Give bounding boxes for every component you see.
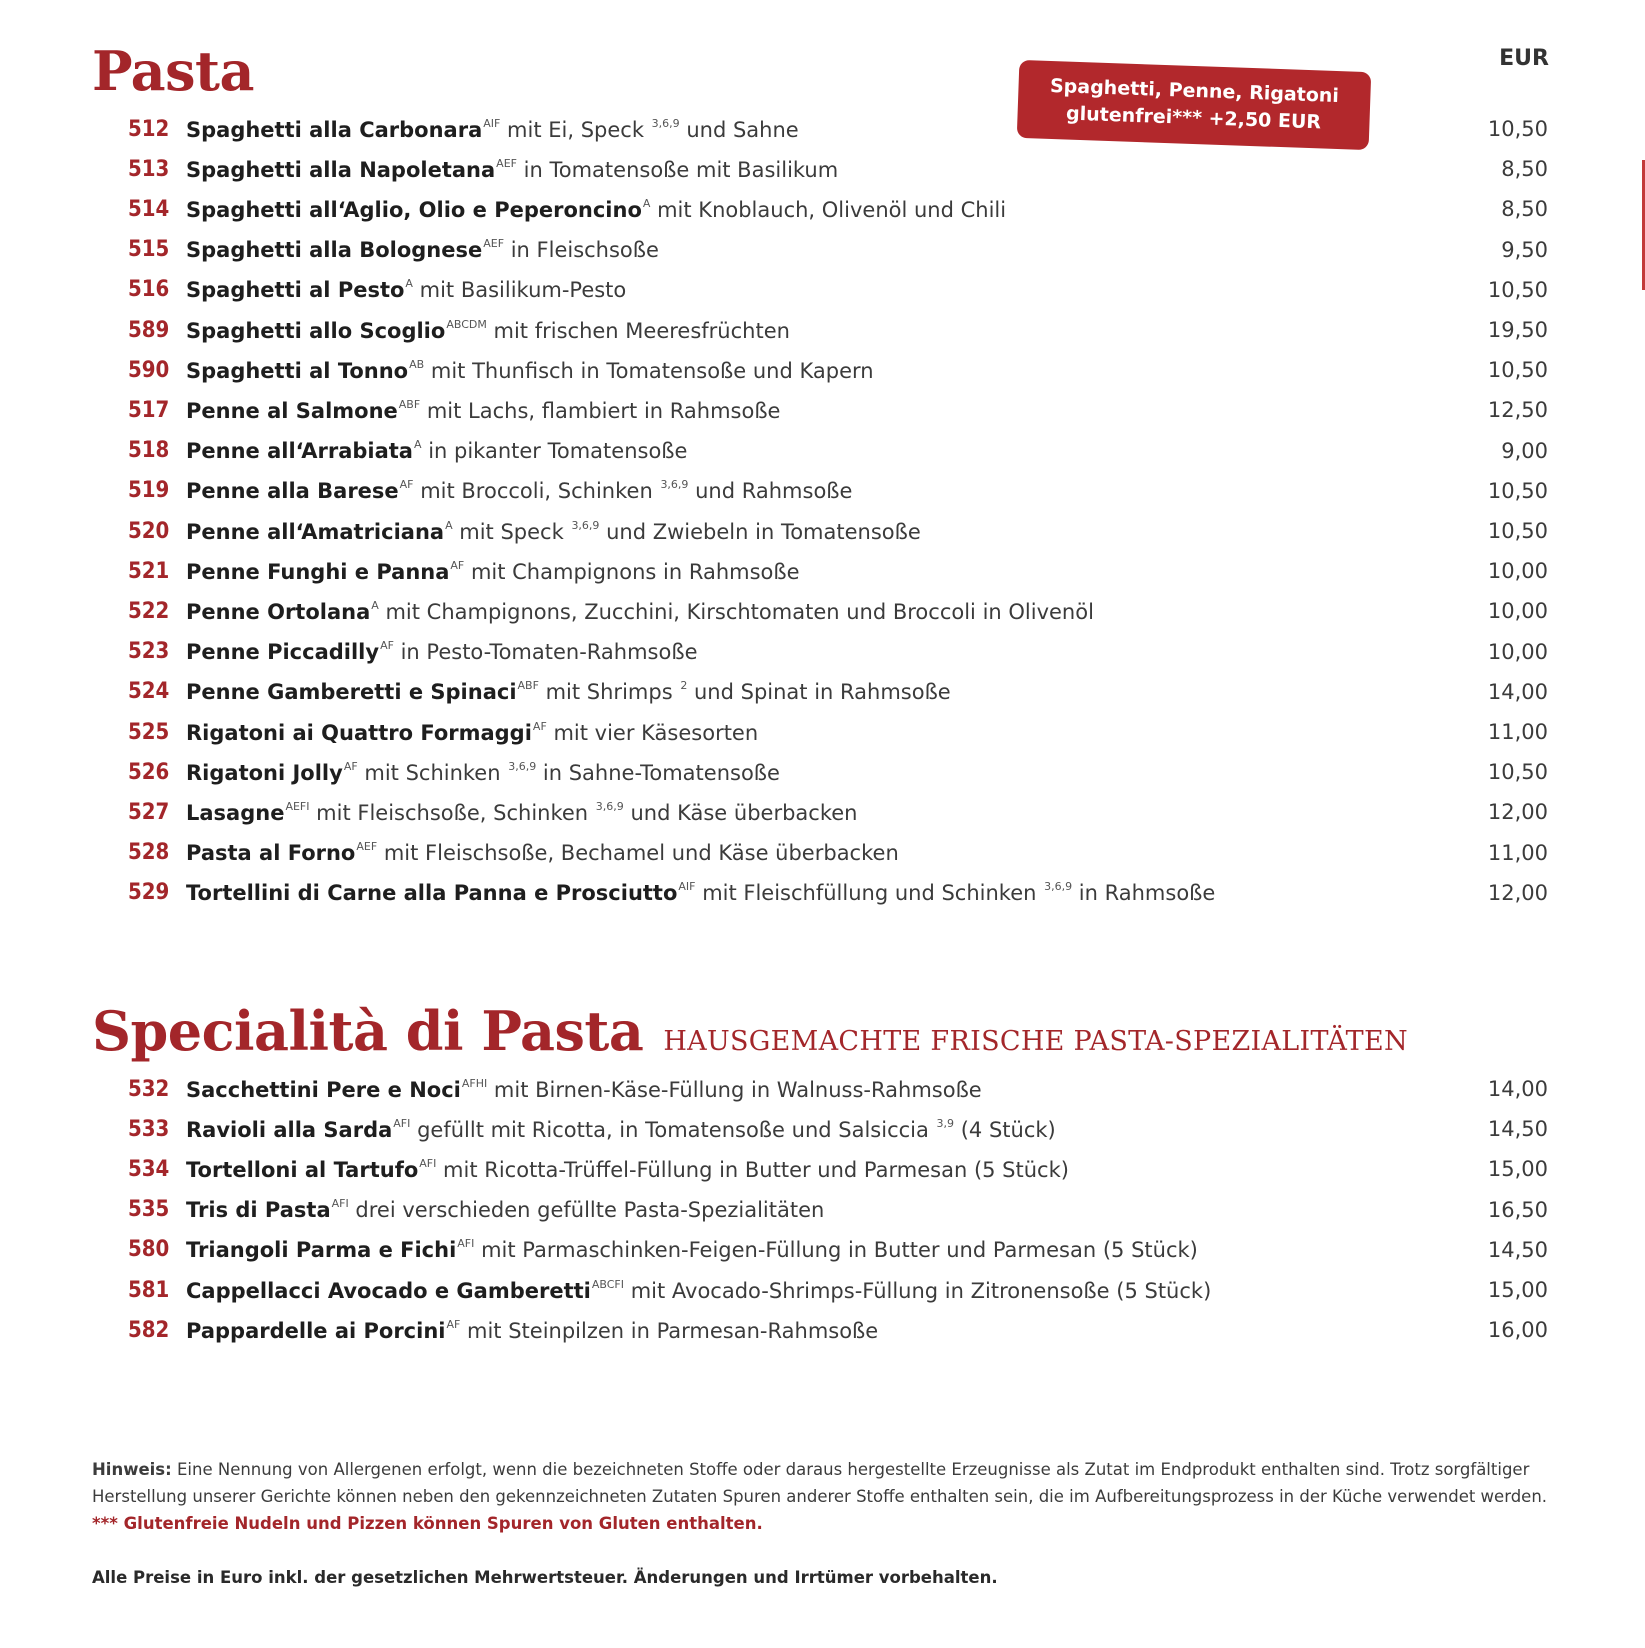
item-name: Cappellacci Avocado e Gamberetti — [186, 1278, 591, 1303]
item-description: mit Birnen-Käse-Füllung in Walnuss-Rahmsoße — [487, 1077, 982, 1102]
menu-item — [0, 873, 1645, 913]
item-description: mit Ricotta-Trüffel-Füllung in Butter und Parmesan (5 Stück) — [436, 1157, 1069, 1182]
item-price: 14,00 — [1487, 679, 1548, 704]
item-description: in pikanter Tomatensoße — [421, 439, 688, 464]
item-name: Pappardelle ai Porcini — [186, 1318, 446, 1343]
additive-codes: 3,6,9 — [571, 518, 600, 532]
item-name: Spaghetti alla Napoletana — [186, 157, 496, 182]
item-description: in Rahmsoße — [1072, 881, 1216, 906]
allergen-codes: AFI — [419, 1156, 437, 1170]
menu-item — [0, 230, 1645, 270]
item-name: Penne Ortolana — [186, 599, 371, 624]
allergen-codes: A — [413, 438, 422, 452]
item-name: Lasagne — [186, 800, 285, 825]
item-price: 14,50 — [1487, 1237, 1548, 1262]
item-description-line — [186, 559, 800, 584]
item-price: 10,50 — [1487, 519, 1548, 543]
item-name: Tortelloni al Tartufo — [186, 1157, 419, 1182]
item-description: mit frischen Meeresfrüchten — [486, 318, 790, 343]
item-description-line — [186, 840, 899, 865]
item-description-line — [186, 358, 874, 383]
menu-item — [0, 1109, 1645, 1149]
additive-codes: 2 — [680, 679, 688, 693]
allergen-codes: AFI — [457, 1237, 475, 1251]
item-description: (4 Stück) — [954, 1117, 1056, 1142]
item-name: Spaghetti allo Scoglio — [186, 318, 446, 343]
item-description-line — [186, 639, 698, 664]
item-description-line — [186, 1278, 1211, 1303]
item-description-line — [186, 800, 857, 825]
allergen-codes: AF — [450, 558, 465, 572]
allergen-codes: AEF — [356, 840, 378, 854]
item-description-line — [186, 1117, 1056, 1142]
item-description: mit Knoblauch, Olivenöl und Chili — [650, 197, 1007, 222]
item-price: 19,50 — [1487, 318, 1548, 342]
item-price: 10,00 — [1487, 559, 1548, 584]
item-price: 9,50 — [1501, 237, 1548, 262]
item-description-line — [186, 1157, 1069, 1182]
item-number: 515 — [128, 237, 170, 263]
item-description-line — [186, 478, 852, 503]
item-price: 11,00 — [1487, 840, 1548, 865]
item-number: 527 — [128, 799, 170, 825]
menu-item — [0, 310, 1645, 350]
item-name: Spaghetti alla Bolognese — [186, 238, 483, 263]
item-name: Tris di Pasta — [186, 1198, 331, 1223]
menu-item — [0, 1230, 1645, 1270]
allergen-codes: AF — [343, 759, 358, 773]
item-number: 521 — [128, 558, 170, 584]
item-description-line — [186, 398, 780, 423]
item-description: mit Steinpilzen in Parmesan-Rahmsoße — [460, 1318, 879, 1343]
menu-item — [0, 752, 1645, 792]
item-price: 10,50 — [1487, 478, 1548, 503]
menu-item — [0, 1190, 1645, 1230]
item-name: Ravioli alla Sarda — [186, 1117, 393, 1142]
item-number: 590 — [128, 357, 170, 383]
allergen-codes: AEF — [496, 156, 517, 170]
item-description: mit Fleischsoße, Schinken — [309, 800, 595, 825]
item-price: 12,50 — [1487, 398, 1548, 423]
item-description: mit Speck — [452, 519, 571, 544]
price-disclaimer: Alle Preise in Euro inkl. der gesetzlichen Mehrwertsteuer. Änderungen und Irrtümer vorbehalten. — [92, 1568, 998, 1587]
allergen-codes: AF — [446, 1317, 461, 1331]
item-number: 520 — [128, 518, 170, 544]
item-name: Pasta al Forno — [186, 841, 356, 866]
allergen-codes: A — [445, 518, 453, 532]
item-description: in Tomatensoße mit Basilikum — [516, 157, 839, 182]
menu-item — [0, 672, 1645, 712]
item-name: Tortellini di Carne alla Panna e Prosciutto — [186, 881, 678, 906]
allergen-codes: ABF — [398, 397, 421, 411]
item-price: 9,00 — [1501, 438, 1548, 463]
item-description: und Spinat in Rahmsoße — [687, 680, 951, 705]
item-description: und Zwiebeln in Tomatensoße — [599, 519, 921, 544]
item-number: 528 — [128, 840, 170, 866]
item-description: mit Champignons in Rahmsoße — [464, 559, 800, 584]
additive-codes: 3,6,9 — [595, 799, 624, 813]
item-description-line — [186, 880, 1215, 905]
item-price: 15,00 — [1487, 1278, 1548, 1302]
allergen-codes: ABCDM — [446, 317, 487, 331]
item-name: Penne Piccadilly — [186, 640, 380, 665]
allergen-codes: ABF — [517, 679, 539, 693]
gluten-note: *** Glutenfreie Nudeln und Pizzen können Spuren von Gluten enthalten. — [92, 1514, 763, 1533]
allergen-notes — [92, 1456, 1572, 1537]
item-number: 524 — [128, 679, 170, 705]
item-number: 513 — [128, 156, 170, 182]
item-price: 15,00 — [1487, 1157, 1548, 1182]
allergen-codes: AFI — [393, 1116, 411, 1130]
item-name: Penne all‘Arrabiata — [186, 439, 413, 464]
item-description: und Käse überbacken — [623, 800, 858, 825]
badge-line-1: Spaghetti, Penne, Rigatoni — [1049, 74, 1340, 108]
item-name: Penne Gamberetti e Spinaci — [186, 680, 517, 705]
item-price: 8,50 — [1501, 197, 1548, 222]
item-number: 535 — [128, 1197, 170, 1223]
item-description: in Fleischsoße — [504, 238, 659, 263]
allergen-codes: AIF — [678, 880, 696, 894]
item-name: Spaghetti al Pesto — [186, 278, 405, 303]
additive-codes: 3,6,9 — [508, 759, 537, 773]
item-number: 523 — [128, 639, 170, 665]
menu-item — [0, 270, 1645, 310]
item-price: 10,00 — [1487, 639, 1548, 664]
menu-item — [0, 1069, 1645, 1109]
item-name: Spaghetti alla Carbonara — [186, 117, 483, 142]
menu-item — [0, 712, 1645, 752]
item-description: mit Broccoli, Schinken — [413, 479, 660, 504]
item-price: 8,50 — [1501, 157, 1548, 182]
menu-item — [0, 632, 1645, 672]
item-number: 529 — [128, 880, 170, 906]
menu-item — [0, 792, 1645, 832]
note-label: Hinweis: — [92, 1460, 172, 1479]
item-description-line — [186, 1197, 824, 1222]
specialita-subtitle: HAUSGEMACHTE FRISCHE PASTA-SPEZIALITÄTEN — [663, 1026, 1408, 1057]
item-name: Spaghetti al Tonno — [186, 358, 409, 383]
allergen-codes: A — [371, 598, 379, 612]
item-description: mit Avocado-Shrimps-Füllung in Zitronensoße (5 Stück) — [624, 1278, 1212, 1303]
item-description-line — [186, 1237, 1198, 1262]
allergen-codes: AB — [409, 357, 425, 371]
item-description: mit Ei, Speck — [500, 117, 651, 142]
item-description: drei verschieden gefüllte Pasta-Spezialitäten — [348, 1198, 825, 1223]
item-price: 10,00 — [1487, 599, 1548, 624]
item-price: 10,50 — [1487, 277, 1548, 302]
item-description: mit Schinken — [357, 760, 508, 785]
menu-item — [0, 551, 1645, 591]
item-description-line — [186, 720, 758, 745]
additive-codes: 3,6,9 — [660, 478, 689, 492]
item-price: 12,00 — [1487, 800, 1548, 825]
item-description-line — [186, 438, 687, 463]
item-number: 582 — [128, 1317, 170, 1343]
item-price: 10,50 — [1487, 358, 1548, 383]
item-name: Rigatoni Jolly — [186, 760, 343, 785]
allergen-codes: AEF — [483, 237, 505, 251]
item-description-line — [186, 157, 838, 182]
item-name: Sacchettini Pere e Noci — [186, 1077, 461, 1102]
menu-item — [0, 189, 1645, 229]
item-description: mit Thunfisch in Tomatensoße und Kapern — [424, 358, 874, 383]
item-number: 589 — [128, 317, 170, 343]
item-description-line — [186, 519, 921, 544]
item-number: 516 — [128, 277, 170, 303]
item-number: 519 — [128, 478, 170, 504]
item-description: mit Lachs, flambiert in Rahmsoße — [420, 398, 781, 423]
allergen-codes: A — [642, 196, 651, 210]
item-description: mit Champignons, Zucchini, Kirschtomaten und Broccoli in Olivenöl — [378, 599, 1094, 624]
menu-item — [0, 833, 1645, 873]
item-description-line — [186, 197, 1006, 222]
item-price: 16,00 — [1487, 1318, 1548, 1343]
additive-codes: 3,6,9 — [651, 116, 680, 130]
menu-item — [0, 471, 1645, 511]
item-description: mit Fleischfüllung und Schinken — [695, 881, 1044, 906]
item-price: 12,00 — [1487, 880, 1548, 905]
allergen-codes: AFI — [331, 1197, 349, 1211]
allergen-codes: ABCFI — [591, 1277, 625, 1291]
item-description: mit Fleischsoße, Bechamel und Käse überbacken — [377, 841, 899, 866]
item-description: und Sahne — [679, 117, 799, 142]
item-number: 533 — [128, 1116, 170, 1142]
menu-item — [0, 511, 1645, 551]
note-text: Eine Nennung von Allergenen erfolgt, wenn die bezeichneten Stoffe oder daraus hergestellte Erzeugnisse als Zutat im Endprodukt enthalten sind. Trotz sorgfältiger Herstellung unserer Gerichte können neben den gekennzeichneten Zutaten Spuren anderer Stoffe enthalten sein, die im Aufbereitungsprozess in der Küche verwendet werden. — [92, 1460, 1548, 1506]
item-description-line — [186, 599, 1094, 624]
additive-codes: 3,6,9 — [1044, 880, 1073, 894]
specialita-title — [92, 999, 1408, 1063]
item-description-line — [186, 1318, 878, 1343]
menu-item — [0, 390, 1645, 430]
item-number: 525 — [128, 719, 170, 745]
item-name: Penne Funghi e Panna — [186, 559, 450, 584]
allergen-codes: A — [405, 277, 413, 291]
item-description: in Sahne-Tomatensoße — [536, 760, 780, 785]
currency-label: EUR — [1499, 46, 1549, 71]
item-number: 522 — [128, 598, 170, 624]
item-name: Penne alla Barese — [186, 479, 399, 504]
item-description: mit Basilikum-Pesto — [412, 278, 627, 303]
item-description: mit vier Käsesorten — [546, 720, 759, 745]
item-description-line — [186, 277, 626, 302]
item-name: Spaghetti all‘Aglio, Olio e Peperoncino — [186, 197, 642, 222]
item-price: 11,00 — [1487, 720, 1548, 744]
item-name: Rigatoni ai Quattro Formaggi — [186, 720, 532, 745]
item-number: 514 — [128, 196, 170, 222]
menu-item — [0, 109, 1645, 149]
item-description: gefüllt mit Ricotta, in Tomatensoße und Salsiccia — [410, 1117, 936, 1142]
item-price: 10,50 — [1487, 117, 1548, 141]
allergen-codes: AF — [380, 639, 394, 653]
item-price: 10,50 — [1487, 760, 1548, 785]
item-number: 526 — [128, 759, 170, 785]
item-number: 512 — [128, 116, 170, 142]
menu-item — [0, 1310, 1645, 1350]
additive-codes: 3,9 — [936, 1116, 955, 1130]
allergen-codes: AIF — [483, 116, 501, 130]
item-description-line — [186, 1077, 982, 1102]
menu-item — [0, 431, 1645, 471]
allergen-codes: AFHI — [461, 1076, 488, 1090]
allergen-codes: AF — [532, 719, 547, 733]
menu-item — [0, 350, 1645, 390]
allergen-codes: AF — [399, 478, 414, 492]
item-number: 518 — [128, 438, 170, 464]
item-description-line — [186, 760, 780, 785]
item-description: und Rahmsoße — [688, 479, 853, 504]
item-description: in Pesto-Tomaten-Rahmsoße — [393, 640, 698, 665]
item-description: mit Shrimps — [538, 680, 680, 705]
item-description-line — [186, 679, 951, 704]
pasta-title: Pasta — [92, 39, 254, 103]
item-description-line — [186, 318, 790, 343]
menu-item — [0, 591, 1645, 631]
specialita-heading: Specialità di Pasta — [92, 999, 644, 1063]
menu-item — [0, 1149, 1645, 1189]
item-name: Penne all‘Amatriciana — [186, 519, 445, 544]
item-description: mit Parmaschinken-Feigen-Füllung in Butter und Parmesan (5 Stück) — [474, 1238, 1198, 1263]
item-number: 534 — [128, 1156, 170, 1182]
item-name: Triangoli Parma e Fichi — [186, 1238, 457, 1263]
item-price: 14,50 — [1487, 1117, 1548, 1142]
item-number: 581 — [128, 1277, 170, 1303]
badge-line-2: glutenfrei*** +2,50 EUR — [1065, 102, 1322, 134]
allergen-codes: AEFI — [285, 799, 310, 813]
allergen-note — [92, 1456, 1572, 1510]
item-price: 14,00 — [1487, 1077, 1548, 1101]
menu-item — [0, 1270, 1645, 1310]
item-name: Penne al Salmone — [186, 398, 398, 423]
item-description-line — [186, 237, 659, 262]
item-description-line — [186, 117, 799, 142]
item-number: 517 — [128, 397, 170, 423]
item-price: 16,50 — [1487, 1197, 1548, 1222]
item-number: 580 — [128, 1237, 170, 1263]
item-number: 532 — [128, 1076, 170, 1102]
menu-item — [0, 149, 1645, 189]
